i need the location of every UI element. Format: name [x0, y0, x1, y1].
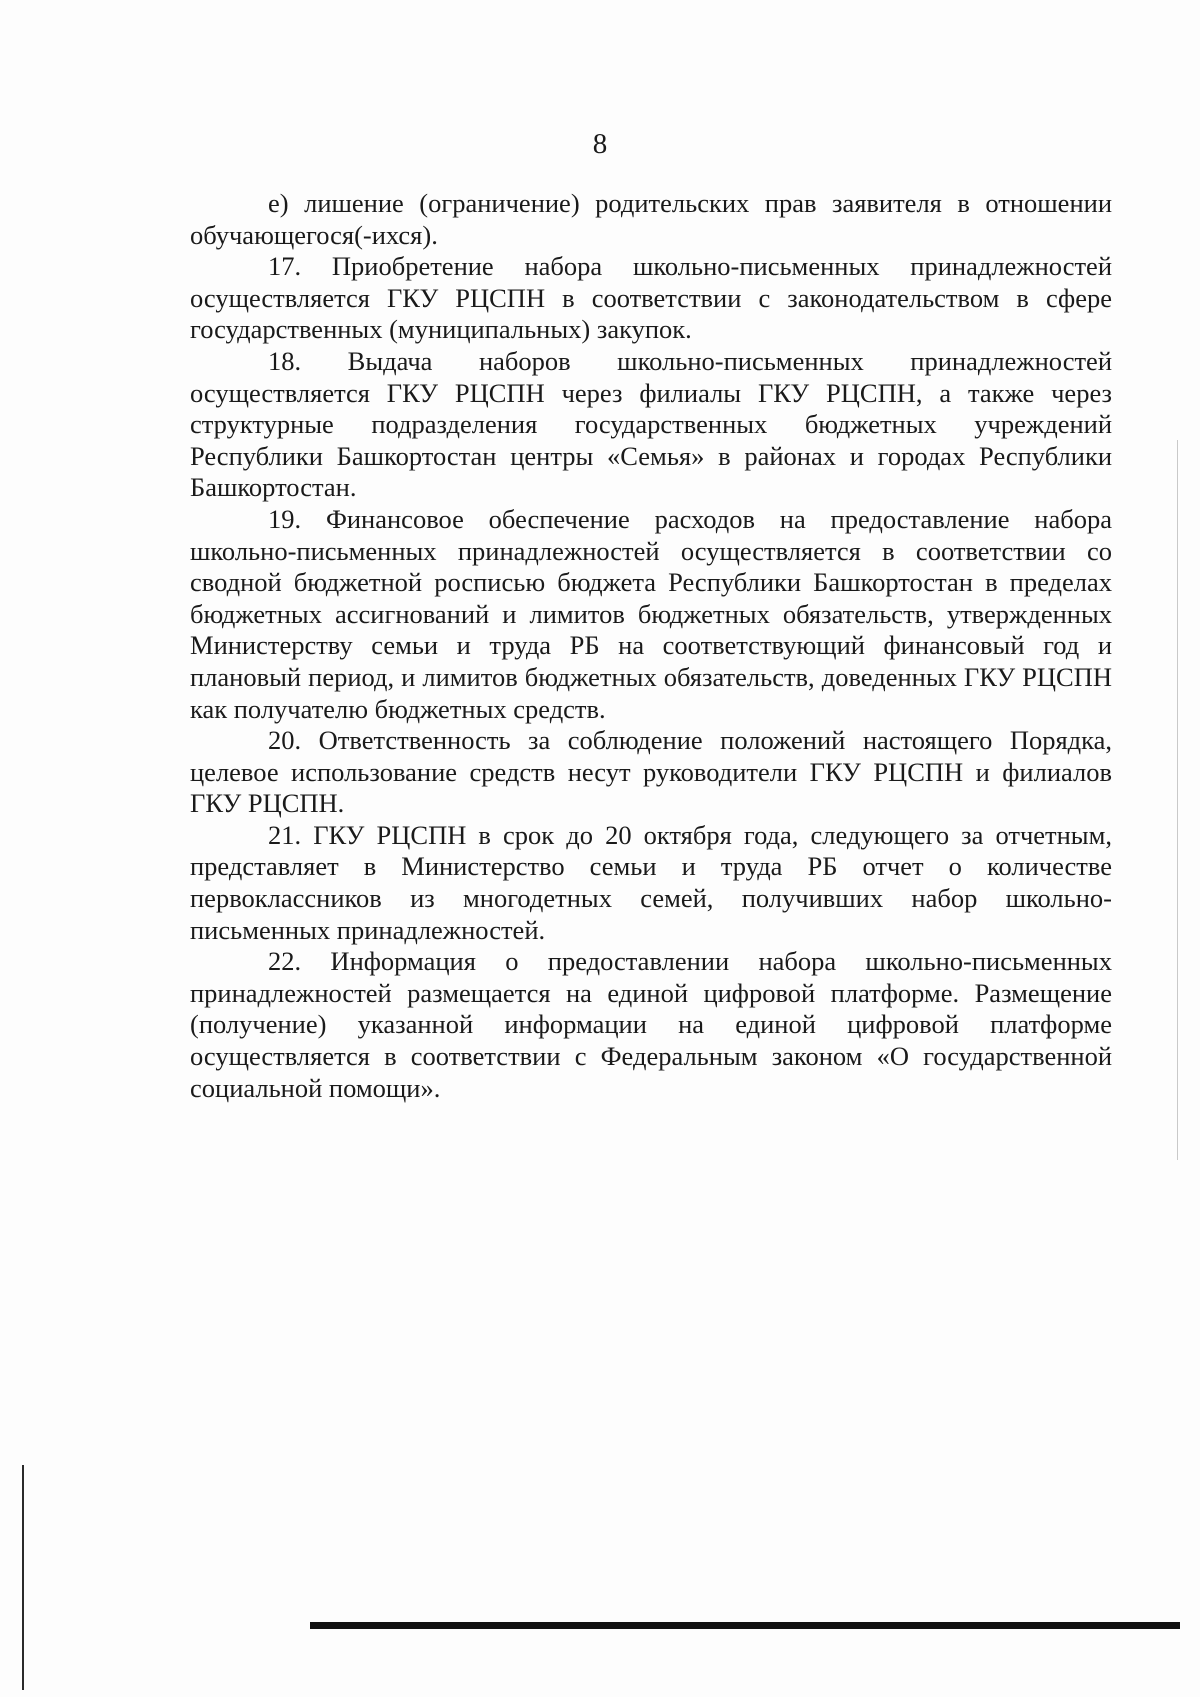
paragraph-21-reporting: 21. ГКУ РЦСПН в срок до 20 октября года, следующего за отчетным, представляет в Министерство семьи и труда РБ отчет о количестве первоклассников из многодетных семей, получивших набор школьно-письменных принадлежностей. — [190, 819, 1112, 945]
scan-edge-bar-bottom — [310, 1622, 1180, 1629]
scan-edge-line-right — [1177, 440, 1178, 1160]
paragraph-20-responsibility: 20. Ответственность за соблюдение положений настоящего Порядка, целевое использование средств несут руководители ГКУ РЦСПН и филиалов ГКУ РЦСПН. — [190, 725, 1112, 819]
page-number: 8 — [592, 128, 608, 160]
paragraph-17-procurement: 17. Приобретение набора школьно-письменных принадлежностей осуществляется ГКУ РЦСПН в соответствии с законодательством в сфере государственных (муниципальных) закупок. — [190, 251, 1112, 345]
paragraph-19-financing: 19. Финансовое обеспечение расходов на предоставление набора школьно-письменных принадлежностей осуществляется в соответствии со сводной бюджетной росписью бюджета Республики Башкортостан в пределах бюджетных ассигнований и лимитов бюджетных обязательств, утвержденных Министерству семьи и труда РБ на соответствующий финансовый год и плановый период, и лимитов бюджетных обязательств, доведенных ГКУ РЦСПН как получателю бюджетных средств. — [190, 503, 1112, 724]
paragraph-e-deprivation-of-rights: е) лишение (ограничение) родительских прав заявителя в отношении обучающегося(-ихся). — [190, 188, 1112, 250]
document-body — [190, 188, 1112, 1104]
paragraph-18-distribution: 18. Выдача наборов школьно-письменных принадлежностей осуществляется ГКУ РЦСПН через филиалы ГКУ РЦСПН, а также через структурные подразделения государственных бюджетных учреждений Республики Башкортостан центры «Семья» в районах и городах Республики Башкортостан. — [190, 345, 1112, 503]
scan-edge-line-left — [22, 1465, 24, 1690]
paragraph-22-information: 22. Информация о предоставлении набора школьно-письменных принадлежностей размещается на единой цифровой платформе. Размещение (получение) указанной информации на единой цифровой платформе осуществляется в соответствии с Федеральным законом «О государственной социальной помощи». — [190, 946, 1112, 1103]
